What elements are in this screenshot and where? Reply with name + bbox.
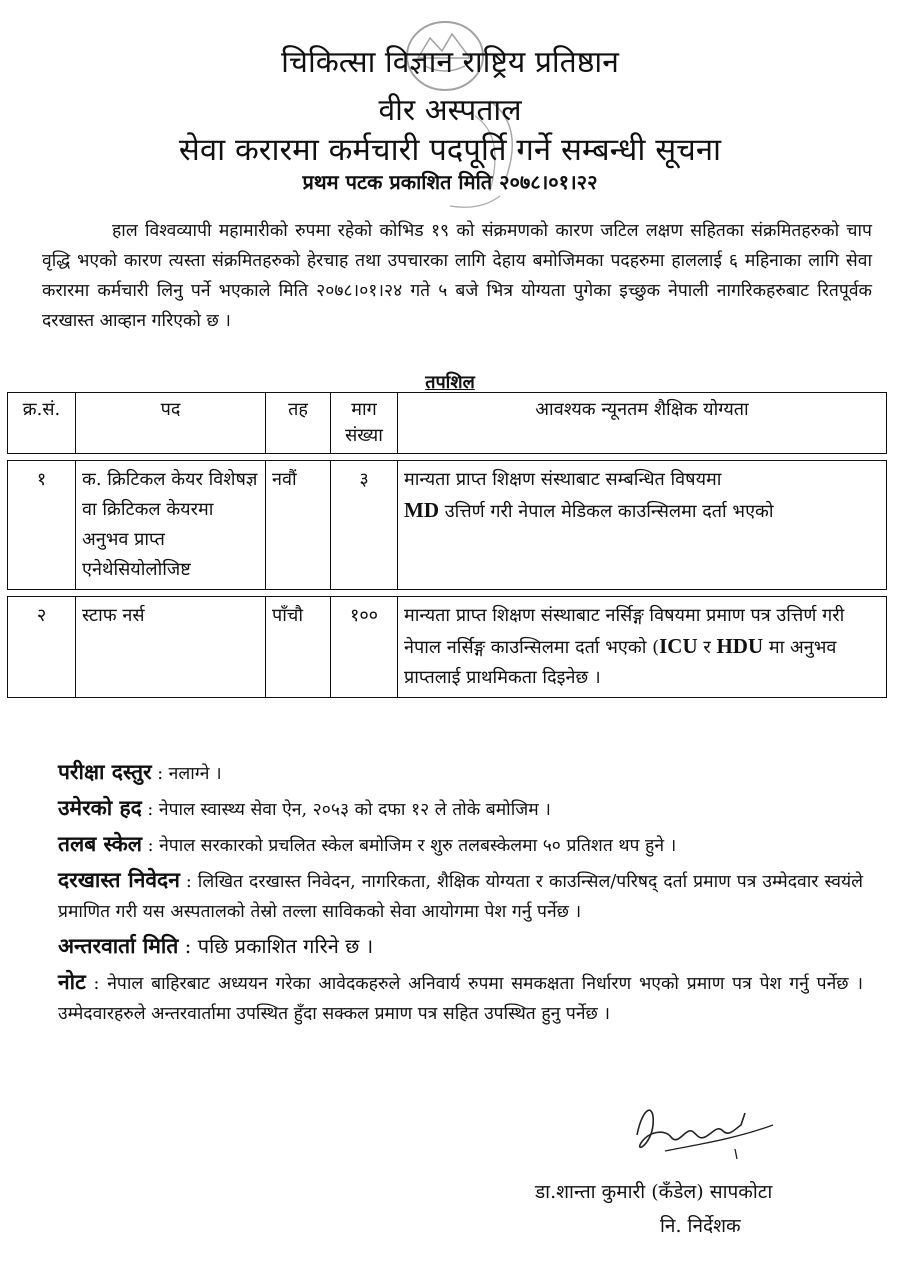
cell-sn: १ <box>8 461 76 590</box>
details-caption: तपशिल <box>425 372 475 393</box>
salary-scale-value: : नेपाल सरकारको प्रचलित स्केल बमोजिम र शुरु तलबस्केलमा ५० प्रतिशत थप हुने । <box>142 836 677 856</box>
cell-post: स्टाफ नर्स <box>76 597 266 698</box>
cell-qualification <box>398 597 887 698</box>
org-name: चिकित्सा विज्ञान राष्ट्रिय प्रतिष्ठान <box>281 45 619 80</box>
age-limit <box>58 793 863 825</box>
notice-title: सेवा करारमा कर्मचारी पदपूर्ति गर्ने सम्बन्धी सूचना <box>178 132 722 168</box>
cell-sn: २ <box>8 597 76 698</box>
cell-level: नवौं <box>266 461 331 590</box>
interview-date-value: : पछि प्रकाशित गरिने छ । <box>178 934 374 958</box>
handwritten-signature <box>625 1095 775 1165</box>
row-separator <box>8 590 887 597</box>
remark-note <box>58 967 863 1029</box>
header-demand-line1: माग <box>351 399 377 420</box>
header-post: पद <box>76 393 266 454</box>
header-demand <box>331 393 398 454</box>
table-header-row <box>8 393 887 454</box>
qual-text: मान्यता प्राप्त शिक्षण संस्थाबाट नर्सिङ्ग विषयमा प्रमाण पत्र उत्तिर्ण गरी नेपाल नर्सिङ्ग काउन्सिलमा दर्ता भएको ( <box>404 605 845 658</box>
qual-text: उत्तिर्ण गरी नेपाल मेडिकल काउन्सिलमा दर्ता भएको <box>439 501 774 522</box>
header-sn: क्र.सं. <box>8 393 76 454</box>
application <box>58 865 863 927</box>
cell-qualification <box>398 461 887 590</box>
published-date: प्रथम पटक प्रकाशित मिति २०७८।०१।२२ <box>302 170 598 194</box>
signatory-title: नि. निर्देशक <box>660 1215 741 1237</box>
intro-text: हाल विश्वव्यापी महामारीको रुपमा रहेको कोभिड १९ को संक्रमणको कारण जटिल लक्षण सहितका संक्रमितहरुको चाप वृद्धि भएको कारण त्यस्ता संक्रमितहरुको हेरचाह तथा उपचारका लागि देहाय बमोजिमका पदहरुमा हाललाई ६ महिनाका लागि सेवा करारमा कर्मचारी लिनु पर्ने भएकाले मिति २०७८।०१।२४ गते ५ बजे भित्र योग्यता पुगेका इच्छुक नेपाली नागरिकहरुबाट रितपूर्वक दरखास्त आव्हान गरिएको छ । <box>42 221 872 331</box>
conditions-section <box>58 757 863 1033</box>
qual-hdu: HDU <box>716 634 764 658</box>
table-row <box>8 597 887 698</box>
qual-text: मान्यता प्राप्त शिक्षण संस्थाबाट सम्बन्धित विषयमा <box>404 469 722 490</box>
age-limit-value: : नेपाल स्वास्थ्य सेवा ऐन, २०५३ को दफा १२ ले तोके बमोजिम । <box>141 800 551 820</box>
qual-text: र <box>697 637 717 658</box>
cell-demand: ३ <box>331 461 398 590</box>
exam-fee-label: परीक्षा दस्तुर <box>58 759 152 784</box>
cell-level: पाँचौ <box>266 597 331 698</box>
vacancy-table <box>7 392 887 698</box>
qual-text: मा अनुभव प्राप्तलाई प्राथमिकता दिइनेछ । <box>404 637 837 688</box>
table-row <box>8 461 887 590</box>
note-label: नोट <box>58 969 86 994</box>
salary-scale <box>58 829 863 861</box>
qual-degree: MD <box>404 498 439 522</box>
exam-fee <box>58 757 863 789</box>
header-qualification: आवश्यक न्यूनतम शैक्षिक योग्यता <box>398 393 887 454</box>
hospital-name: वीर अस्पताल <box>378 93 522 128</box>
qual-icu: ICU <box>659 634 698 658</box>
application-value: : लिखित दरखास्त निवेदन, नागरिकता, शैक्षिक योग्यता र काउन्सिल/परिषद् दर्ता प्रमाण पत्र उम्मेदवार स्वयंले प्रमाणित गरी यस अस्पतालको तेस्रो तल्ला साविकको सेवा आयोगमा पेश गर्नु पर्नेछ । <box>58 872 864 922</box>
header-level: तह <box>266 393 331 454</box>
row-separator <box>8 454 887 461</box>
exam-fee-value: : नलाग्ने । <box>151 764 222 784</box>
signatory-name: डा.शान्ता कुमारी (कँडेल) सापकोटा <box>535 1181 773 1203</box>
intro-paragraph <box>42 216 872 336</box>
salary-scale-label: तलब स्केल <box>58 831 143 856</box>
interview-date <box>58 931 863 963</box>
note-value: : नेपाल बाहिरबाट अध्ययन गरेका आवेदकहरुले अनिवार्य रुपमा समकक्षता निर्धारण भएको प्रमाण पत्र पेश गर्नु पर्नेछ । उम्मेदवारहरुले अन्तरवार्तामा उपस्थित हुँदा सक्कल प्रमाण पत्र सहित उपस्थित हुनु पर्नेछ । <box>58 974 863 1024</box>
cell-demand: १०० <box>331 597 398 698</box>
age-limit-label: उमेरको हद <box>58 795 142 820</box>
cell-post: क. क्रिटिकल केयर विशेषज्ञ वा क्रिटिकल केयरमा अनुभव प्राप्त एनेथेसियोलोजिष्ट <box>76 461 266 590</box>
interview-date-label: अन्तरवार्ता मिति <box>58 933 179 958</box>
header-demand-line2: संख्या <box>345 425 383 446</box>
application-label: दरखास्त निवेदन <box>58 867 180 892</box>
